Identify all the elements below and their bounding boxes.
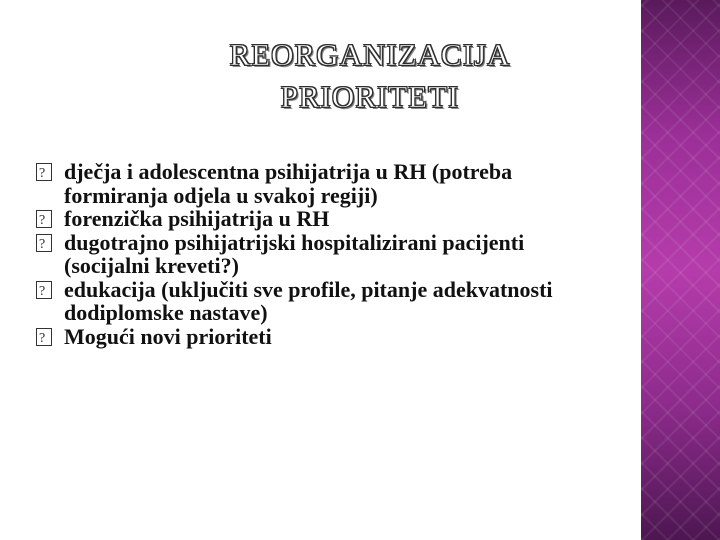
slide-title-line-1: REORGANIZACIJA xyxy=(229,37,511,72)
bullet-text: dječja i adolescentna psihijatrija u RH (potreba formiranja odjela u svakoj regiji) xyxy=(64,159,513,208)
bullet-text: forenzička psihijatrija u RH xyxy=(64,206,330,231)
bullet-text: edukacija (uključiti sve profile, pitanje adekvatnosti dodiplomske nastave) xyxy=(64,276,553,325)
slide-title xyxy=(150,34,590,118)
bullet-item xyxy=(36,160,606,207)
missing-glyph-bullet-icon xyxy=(36,328,52,346)
missing-glyph-bullet-icon xyxy=(36,163,52,181)
slide-title-line-2: PRIORITETI xyxy=(280,79,460,114)
bullet-text: dugotrajno psihijatrijski hospitalizirani pacijenti (socijalni kreveti?) xyxy=(64,229,525,278)
missing-glyph-bullet-icon xyxy=(36,234,52,252)
bullet-item xyxy=(36,207,606,231)
bullet-item xyxy=(36,231,606,278)
bullet-item xyxy=(36,278,606,325)
bullet-text: Mogući novi prioriteti xyxy=(64,323,272,349)
bullet-list xyxy=(36,160,606,348)
decorative-side-panel xyxy=(641,0,720,540)
missing-glyph-bullet-icon xyxy=(36,281,52,299)
bullet-item xyxy=(36,325,606,349)
missing-glyph-bullet-icon xyxy=(36,210,52,228)
